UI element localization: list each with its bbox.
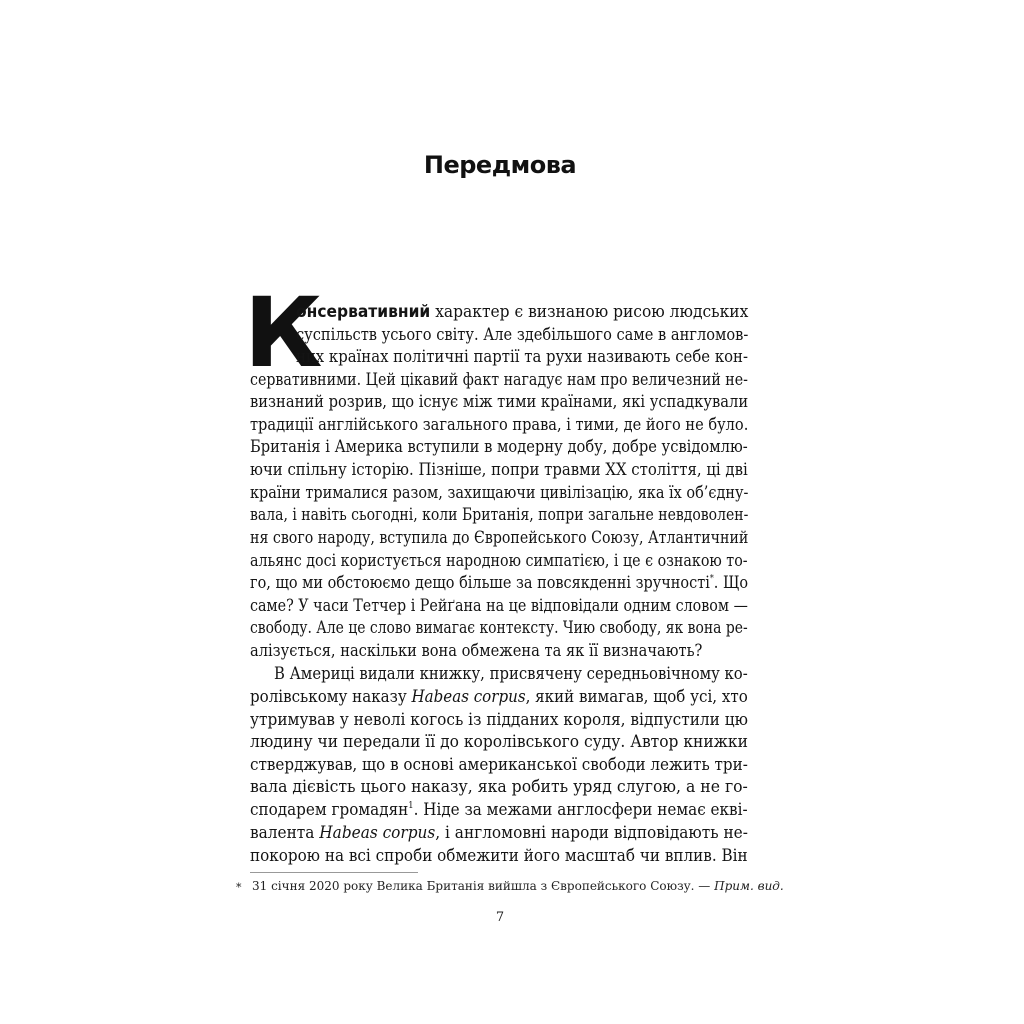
paragraph-1-line-4: сервативними. Цей цікавий факт нагадує нам про величезний не- [250,370,748,389]
paragraph-1-line-9: країни трималися разом, захищаючи цивілізацію, яка їх об’єдну- [250,483,749,502]
paragraph-2-line-1: В Америці видали книжку, присвячену середньовічному ко- [274,664,748,683]
footnote-text: 31 січня 2020 року Велика Британія вийшла з Європейського Союзу. — Прим. вид. [252,879,784,893]
paragraph-2-line-8: валента Habeas corpus, і англомовні народи відповідають не- [250,823,748,842]
paragraph-2-line-6: вала дієвість цього наказу, яка робить уряд слугою, а не го- [250,777,748,796]
paragraph-1-line-13: го, що ми обстоюємо дещо більше за повсякденні зручності*. Що [250,573,749,592]
footnote-divider [250,872,418,873]
paragraph-1-line-6: традиції англійського загального права, і тими, де його не було. [250,415,749,434]
drop-cap: К [244,277,321,389]
paragraph-2-line-4: людину чи передали її до королівського суду. Автор книжки [250,732,748,751]
paragraph-1-line-14: саме? У часи Тетчер і Рейґана на це відповідали одним словом — [250,596,748,615]
lead-word: онсервативний [296,302,431,321]
endnote-marker[interactable]: 1 [408,801,414,811]
footnote-attribution: Прим. вид. [714,879,784,893]
paragraph-1-line-2: суспільств усього світу. Але здебільшого саме в англомов- [296,325,749,344]
paragraph-1-line-12: альянс досі користується народною симпатією, і це є ознакою то- [250,551,748,570]
paragraph-2-line-5: стверджував, що в основі американської свободи лежить три- [250,755,748,774]
habeas-corpus-term: Habeas corpus [411,687,526,706]
paragraph-2-line-7: сподарем громадян$^1$. Ніде за межами англосфери немає екві- [250,800,748,819]
paragraph-2-line-2: ролівському наказу Habeas corpus, який вимагав, щоб усі, хто [250,687,748,706]
paragraph-1-line-11: ня свого народу, вступила до Європейського Союзу, Атлантичний [250,528,749,547]
paragraph-2-line-9: покорою на всі спроби обмежити його масштаб чи вплив. Він [250,846,748,865]
paragraph-1-line-5: визнаний розрив, що існує між тими країнами, які успадкували [250,392,749,411]
page-number: 7 [495,910,505,925]
footnote-marker[interactable]: * [709,574,714,584]
paragraph-1-line-7: Британія і Америка вступили в модерну добу, добре усвідомлю- [250,437,748,456]
paragraph-1-line-16: алізується, наскільки вона обмежена та як її визначають? [250,641,703,660]
paragraph-1-line-1: онсервативний характер є визнаною рисою людських [296,302,749,321]
paragraph-1-line-3: них країнах політичні партії та рухи називають себе кон- [296,347,748,366]
page-title: Передмова [423,151,577,179]
paragraph-1-line-15: свободу. Але це слово вимагає контексту. Чию свободу, як вона ре- [250,618,748,637]
paragraph-1-line-10: вала, і навіть сьогодні, коли Британія, попри загальне невдоволен- [250,505,749,524]
paragraph-2-line-3: утримував у неволі когось із підданих короля, відпустили цю [250,710,748,729]
habeas-corpus-term: Habeas corpus [319,823,436,842]
paragraph-1-line-8: ючи спільну історію. Пізніше, попри травми XX століття, ці дві [250,460,748,479]
footnote-marker: * [236,881,242,894]
